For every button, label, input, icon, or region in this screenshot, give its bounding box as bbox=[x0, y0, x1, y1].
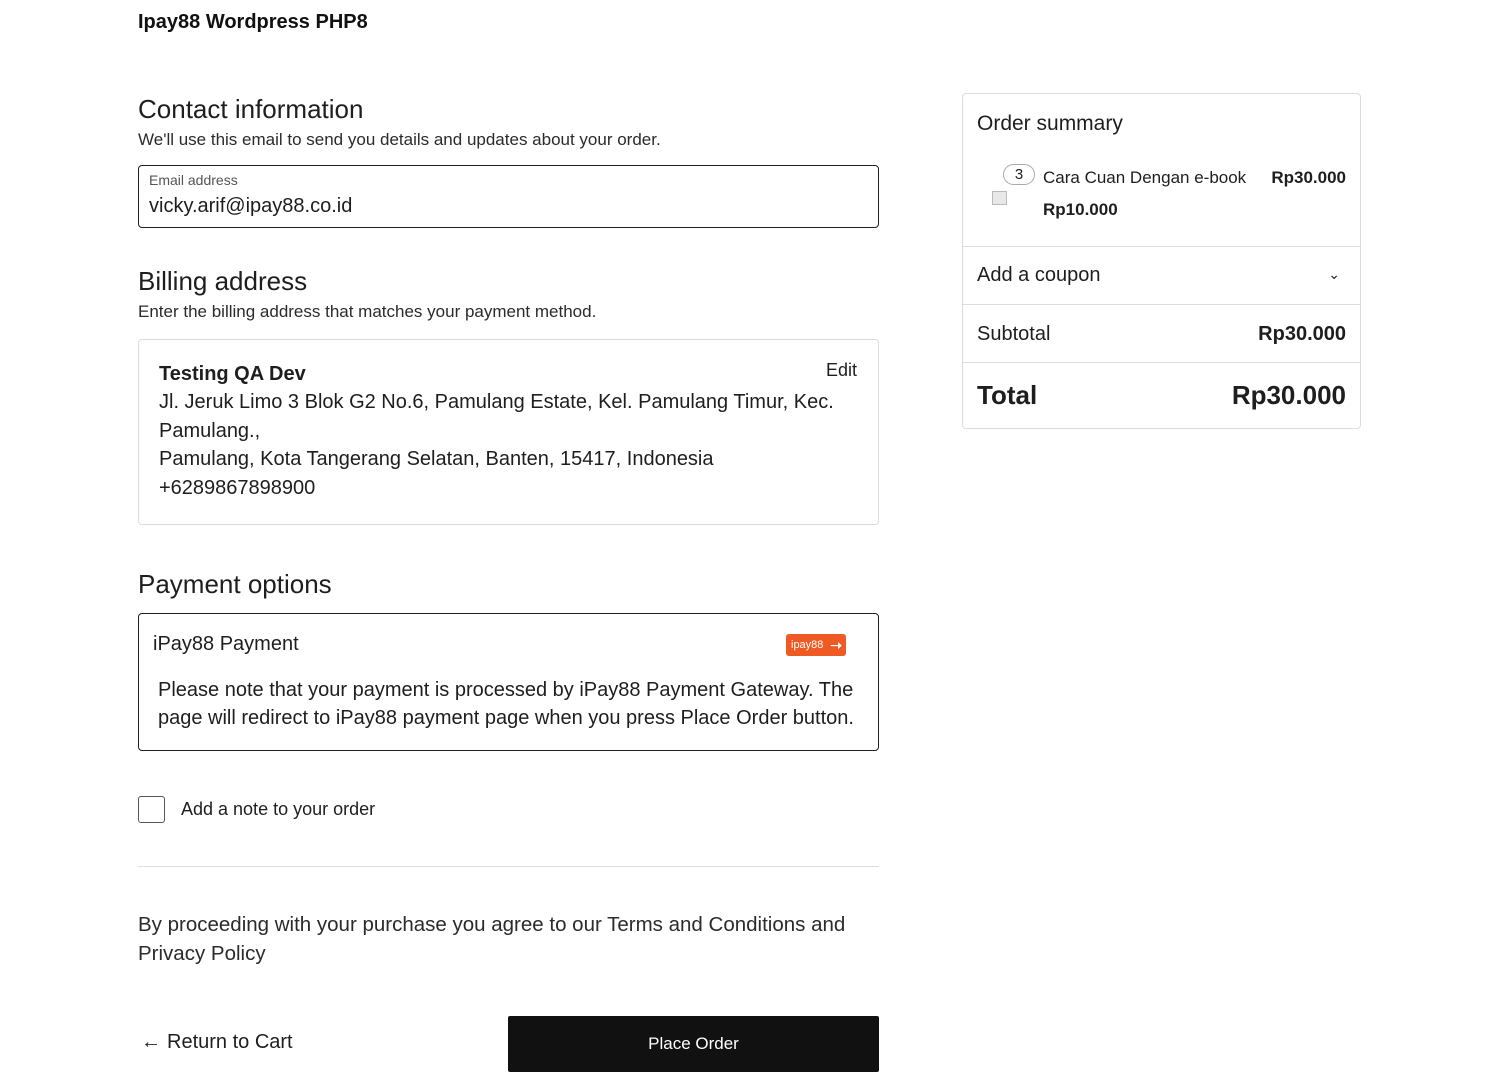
billing-address-line: Pamulang., bbox=[159, 419, 261, 442]
contact-section bbox=[138, 92, 879, 228]
payment-option-ipay88[interactable] bbox=[138, 613, 879, 751]
billing-name: Testing QA Dev bbox=[159, 363, 306, 385]
payment-description-line: page will redirect to iPay88 payment page when you press Place Order button. bbox=[158, 707, 854, 729]
order-note-label[interactable]: Add a note to your order bbox=[181, 798, 376, 819]
payment-method-label: iPay88 Payment bbox=[153, 633, 299, 655]
total-label: Total bbox=[977, 380, 1038, 410]
terms-line: By proceeding with your purchase you agree to our Terms and Conditions and bbox=[138, 913, 846, 936]
subtotal-value: Rp30.000 bbox=[1258, 323, 1346, 345]
place-order-button[interactable]: Place Order bbox=[508, 1016, 879, 1072]
billing-description: Enter the billing address that matches your payment method. bbox=[138, 302, 597, 321]
return-to-cart-label: Return to Cart bbox=[167, 1031, 293, 1053]
divider bbox=[138, 866, 879, 867]
edit-address-link[interactable]: Edit bbox=[825, 360, 857, 380]
payment-description-line: Please note that your payment is processed by iPay88 Payment Gateway. The bbox=[158, 679, 854, 701]
add-coupon-toggle[interactable]: Add a coupon bbox=[977, 264, 1101, 286]
contact-description: We'll use this email to send you details and updates about your order. bbox=[138, 130, 661, 149]
payment-title: Payment options bbox=[138, 569, 332, 599]
payment-description bbox=[153, 676, 864, 732]
contact-title: Contact information bbox=[138, 94, 364, 124]
summary-divider bbox=[963, 304, 1360, 305]
email-value[interactable]: vicky.arif@ipay88.co.id bbox=[149, 195, 353, 217]
ipay88-logo-text: ipay88 bbox=[791, 639, 824, 651]
terms-text bbox=[138, 910, 879, 968]
item-unit-price: Rp10.000 bbox=[1043, 200, 1118, 219]
email-label: Email address bbox=[149, 172, 238, 188]
terms-line: Privacy Policy bbox=[138, 942, 266, 965]
billing-address-card bbox=[138, 339, 879, 525]
item-name: Cara Cuan Dengan e-book bbox=[1043, 168, 1247, 187]
chevron-down-icon[interactable]: ⌄ bbox=[1328, 266, 1340, 282]
item-line-total: Rp30.000 bbox=[1271, 168, 1346, 187]
total-value: Rp30.000 bbox=[1231, 380, 1346, 410]
order-note-row bbox=[138, 795, 879, 823]
summary-divider bbox=[963, 362, 1360, 363]
checkout-form bbox=[138, 92, 879, 968]
return-to-cart-link[interactable] bbox=[141, 1031, 293, 1054]
order-summary-title: Order summary bbox=[977, 112, 1123, 135]
arrow-left-icon: ← bbox=[141, 1031, 161, 1053]
order-summary bbox=[962, 93, 1361, 429]
billing-address-line: Jl. Jeruk Limo 3 Blok G2 No.6, Pamulang Estate, Kel. Pamulang Timur, Kec. bbox=[159, 391, 834, 413]
subtotal-label: Subtotal bbox=[977, 323, 1051, 345]
site-title[interactable]: Ipay88 Wordpress PHP8 bbox=[138, 11, 368, 33]
billing-title: Billing address bbox=[138, 266, 308, 296]
payment-section bbox=[138, 567, 879, 751]
checkout-actions bbox=[138, 1016, 879, 1072]
summary-divider bbox=[963, 246, 1360, 247]
billing-section bbox=[138, 264, 879, 525]
product-image-placeholder-icon bbox=[992, 191, 1007, 205]
ipay88-logo bbox=[786, 634, 846, 656]
item-quantity-badge: 3 bbox=[1003, 164, 1035, 185]
billing-phone: +6289867898900 bbox=[159, 476, 316, 499]
email-field[interactable] bbox=[138, 165, 879, 228]
billing-address-line: Pamulang, Kota Tangerang Selatan, Banten, 15417, Indonesia bbox=[159, 448, 714, 470]
order-note-checkbox[interactable] bbox=[138, 796, 165, 823]
arrow-icon: ➝ bbox=[830, 637, 842, 653]
